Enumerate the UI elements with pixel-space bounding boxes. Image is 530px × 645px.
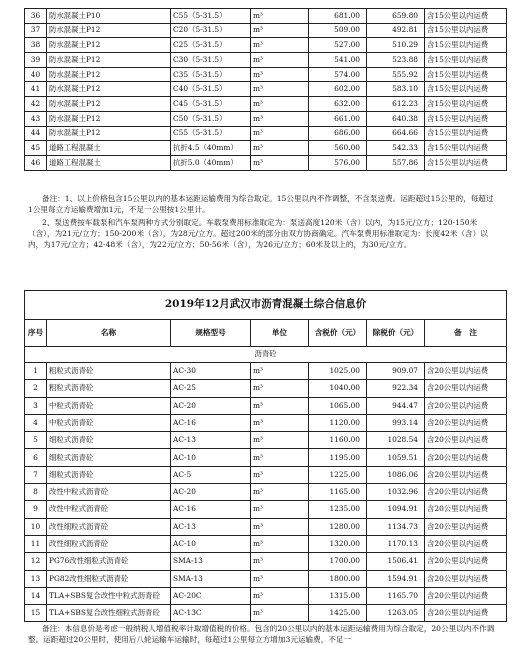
cell-index: 42 [25, 97, 47, 112]
cell-spec: 抗折5.0（40mm） [171, 155, 251, 170]
cell-remark: 含15公里以内运费 [425, 141, 507, 156]
cell-remark: 含15公里以内运费 [425, 67, 507, 82]
cell-name: 细粒式沥青砼 [47, 466, 171, 483]
cell-unit: m³ [251, 397, 309, 414]
cell-tax-included: 661.00 [309, 111, 367, 126]
cell-spec: AC-16 [171, 414, 251, 431]
cell-remark: 含15公里以内运费 [425, 111, 507, 126]
cell-tax-included: 1320.00 [309, 535, 367, 552]
cell-spec: C45（5-31.5） [171, 97, 251, 112]
cell-name: 防水混凝土P12 [47, 97, 171, 112]
cell-spec: C25（5-31.5） [171, 38, 251, 53]
table-row [25, 501, 507, 518]
cell-unit: m³ [251, 9, 309, 24]
cell-tax-excluded: 1094.91 [367, 501, 425, 518]
cell-remark: 含15公里以内运费 [425, 126, 507, 141]
cell-tax-included: 560.00 [309, 141, 367, 156]
cell-index: 3 [25, 397, 47, 414]
note-transport: 备注：1、以上价格包含15公里以内的基本运距运输费用为综合取定。15公里以内不作调整，不含泵送费。运距超过15公里的，每超过1公里每立方运输费增加1元，不足一公里按1公里计。 [28, 194, 494, 215]
cell-unit: m³ [251, 141, 309, 156]
cell-tax-excluded: 1134.73 [367, 518, 425, 535]
cell-unit: m³ [251, 155, 309, 170]
cell-tax-excluded: 1086.06 [367, 466, 425, 483]
cell-name: PG76改性细粒式沥青砼 [47, 553, 171, 570]
cell-remark: 含20公里以内运费 [425, 363, 507, 380]
cell-tax-included: 686.00 [309, 126, 367, 141]
cell-index: 14 [25, 587, 47, 604]
table-row [25, 397, 507, 414]
cell-name: 中粒式沥青砼 [47, 414, 171, 431]
cell-spec: C55（5-31.5） [171, 9, 251, 24]
cell-name: 防水混凝土P12 [47, 38, 171, 53]
cell-tax-excluded: 557.86 [367, 155, 425, 170]
cell-remark: 含20公里以内运费 [425, 380, 507, 397]
cell-remark: 含20公里以内运费 [425, 605, 507, 622]
cell-tax-excluded: 909.07 [367, 363, 425, 380]
cell-unit: m³ [251, 535, 309, 552]
asphalt-price-table-body [25, 363, 507, 622]
cell-remark: 含20公里以内运费 [425, 501, 507, 518]
cell-unit: m³ [251, 518, 309, 535]
table-row [25, 67, 507, 82]
cell-spec: AC-10 [171, 535, 251, 552]
cell-spec: C50（5-31.5） [171, 111, 251, 126]
cell-tax-excluded: 1170.13 [367, 535, 425, 552]
cell-tax-included: 541.00 [309, 53, 367, 68]
cell-spec: C40（5-31.5） [171, 82, 251, 97]
cell-remark: 含15公里以内运费 [425, 97, 507, 112]
cell-index: 37 [25, 23, 47, 38]
table-row [25, 587, 507, 604]
cell-unit: m³ [251, 553, 309, 570]
cell-tax-excluded: 542.33 [367, 141, 425, 156]
cell-unit: m³ [251, 380, 309, 397]
cell-index: 43 [25, 111, 47, 126]
cell-tax-excluded: 1263.05 [367, 605, 425, 622]
cell-tax-excluded: 510.29 [367, 38, 425, 53]
cell-spec: AC-20 [171, 397, 251, 414]
cell-spec: AC-20 [171, 484, 251, 501]
cell-unit: m³ [251, 38, 309, 53]
table-row [25, 484, 507, 501]
cell-tax-included: 1065.00 [309, 397, 367, 414]
cell-spec: SMA-13 [171, 553, 251, 570]
cell-spec: C35（5-31.5） [171, 67, 251, 82]
table-row [25, 23, 507, 38]
cell-remark: 含20公里以内运费 [425, 518, 507, 535]
cell-tax-included: 681.00 [309, 9, 367, 24]
cell-tax-included: 1165.00 [309, 484, 367, 501]
cell-unit: m³ [251, 23, 309, 38]
cell-tax-included: 1700.00 [309, 553, 367, 570]
asphalt-price-table [24, 290, 507, 622]
header-unit: 单位 [251, 320, 309, 347]
cell-spec: AC-25 [171, 380, 251, 397]
cell-unit: m³ [251, 82, 309, 97]
table-row [25, 570, 507, 587]
cell-name: 改性细粒式沥青砼 [47, 535, 171, 552]
cell-remark: 含20公里以内运费 [425, 449, 507, 466]
header-index: 序号 [25, 320, 47, 347]
cell-index: 9 [25, 501, 47, 518]
cell-name: 改性细粒式沥青砼 [47, 518, 171, 535]
table-row [25, 414, 507, 431]
cell-tax-included: 576.00 [309, 155, 367, 170]
table-header-row [25, 320, 507, 347]
cell-spec: AC-30 [171, 363, 251, 380]
table-row [25, 97, 507, 112]
cell-tax-excluded: 1059.51 [367, 449, 425, 466]
cell-unit: m³ [251, 432, 309, 449]
header-name: 名称 [47, 320, 171, 347]
cell-remark: 含15公里以内运费 [425, 53, 507, 68]
cell-name: 粗粒式沥青砼 [47, 363, 171, 380]
cell-tax-included: 574.00 [309, 67, 367, 82]
cell-unit: m³ [251, 587, 309, 604]
cell-name: 道路工程混凝土 [47, 141, 171, 156]
cell-tax-included: 1195.00 [309, 449, 367, 466]
cell-tax-included: 1160.00 [309, 432, 367, 449]
table-row [25, 553, 507, 570]
cell-name: 防水混凝土P12 [47, 82, 171, 97]
table-row [25, 155, 507, 170]
cell-tax-excluded: 1506.41 [367, 553, 425, 570]
cell-tax-included: 1425.00 [309, 605, 367, 622]
cell-name: 改性中粒式沥青砼 [47, 501, 171, 518]
cell-remark: 含15公里以内运费 [425, 9, 507, 24]
cell-index: 12 [25, 553, 47, 570]
cell-unit: m³ [251, 53, 309, 68]
header-spec: 规格型号 [171, 320, 251, 347]
table-row [25, 449, 507, 466]
cell-spec: AC-20C [171, 587, 251, 604]
cell-unit: m³ [251, 126, 309, 141]
cell-index: 15 [25, 605, 47, 622]
table-row [25, 518, 507, 535]
cell-name: TLA+SBS复合改性细粒式沥青砼 [47, 605, 171, 622]
cell-tax-excluded: 1032.96 [367, 484, 425, 501]
table-row [25, 363, 507, 380]
cell-remark: 含20公里以内运费 [425, 587, 507, 604]
table-row [25, 605, 507, 622]
cell-spec: 抗折4.5（40mm） [171, 141, 251, 156]
cell-remark: 含15公里以内运费 [425, 155, 507, 170]
cell-spec: AC-16 [171, 501, 251, 518]
cell-tax-excluded: 922.34 [367, 380, 425, 397]
cell-index: 2 [25, 380, 47, 397]
header-tax-included: 含税价（元） [309, 320, 367, 347]
cell-unit: m³ [251, 414, 309, 431]
cell-name: PG82改性细粒式沥青砼 [47, 570, 171, 587]
table-row [25, 466, 507, 483]
table-row [25, 53, 507, 68]
cell-name: 防水混凝土P12 [47, 126, 171, 141]
cell-tax-included: 1120.00 [309, 414, 367, 431]
header-tax-excluded: 除税价（元） [367, 320, 425, 347]
cell-tax-included: 527.00 [309, 38, 367, 53]
cell-tax-excluded: 1165.70 [367, 587, 425, 604]
cell-tax-excluded: 1594.91 [367, 570, 425, 587]
cell-name: 防水混凝土P12 [47, 67, 171, 82]
cell-unit: m³ [251, 501, 309, 518]
cell-remark: 含20公里以内运费 [425, 414, 507, 431]
cell-remark: 含20公里以内运费 [425, 432, 507, 449]
cell-index: 13 [25, 570, 47, 587]
table-row [25, 111, 507, 126]
cell-unit: m³ [251, 67, 309, 82]
cell-unit: m³ [251, 111, 309, 126]
cell-index: 4 [25, 414, 47, 431]
table-row [25, 432, 507, 449]
cell-tax-included: 602.00 [309, 82, 367, 97]
cell-unit: m³ [251, 605, 309, 622]
cell-tax-included: 1040.00 [309, 380, 367, 397]
note-asphalt: 备注：本信息价是考虑一般纳税人增值税率计取增值税的价格。包含的20公里以内的基本运距运输费用为综合取定，20公里以内不作调整。运距超过20公里时，使用后八轮运输车运输时，每超过1公里每立方增加3元运输费，不足一 [28, 624, 495, 644]
cell-spec: C55（5-31.5） [171, 126, 251, 141]
cell-unit: m³ [251, 449, 309, 466]
cell-remark: 含15公里以内运费 [425, 38, 507, 53]
cell-remark: 含20公里以内运费 [425, 484, 507, 501]
cell-tax-excluded: 944.47 [367, 397, 425, 414]
cell-unit: m³ [251, 570, 309, 587]
cell-unit: m³ [251, 363, 309, 380]
cell-tax-excluded: 659.80 [367, 9, 425, 24]
table-row [25, 9, 507, 24]
cell-index: 44 [25, 126, 47, 141]
cell-spec: AC-13 [171, 432, 251, 449]
cell-remark: 含20公里以内运费 [425, 466, 507, 483]
cell-name: 改性中粒式沥青砼 [47, 484, 171, 501]
cell-remark: 含20公里以内运费 [425, 553, 507, 570]
cell-unit: m³ [251, 484, 309, 501]
cell-index: 6 [25, 449, 47, 466]
cell-index: 38 [25, 38, 47, 53]
cell-tax-excluded: 612.23 [367, 97, 425, 112]
cell-tax-excluded: 523.88 [367, 53, 425, 68]
cell-tax-included: 1280.00 [309, 518, 367, 535]
cell-name: 防水混凝土P12 [47, 23, 171, 38]
note-pumping: 2、泵送费按车载泵和汽车泵两种方式分别取定。车载泵费用标准取定为：泵送高度120米（含）以内，为15元/立方；120-150米（含），为21元/立方；150-200米（含），为28元/立方。超过200米的部分由双方协商确定。汽车泵费用标准取定为：长度42米（含）以内，为17元/立方；42-48米（含），为22元/立方；50-56米（含），为26元/立方；60米及以上的，为30元/立方。 [28, 218, 488, 250]
cell-index: 11 [25, 535, 47, 552]
header-remark: 备 注 [425, 320, 507, 347]
cell-index: 1 [25, 363, 47, 380]
cell-index: 41 [25, 82, 47, 97]
cell-remark: 含20公里以内运费 [425, 535, 507, 552]
cell-unit: m³ [251, 97, 309, 112]
table-row [25, 38, 507, 53]
cell-index: 40 [25, 67, 47, 82]
cell-tax-included: 632.00 [309, 97, 367, 112]
cell-name: 道路工程混凝土 [47, 155, 171, 170]
cell-tax-included: 509.00 [309, 23, 367, 38]
cell-tax-excluded: 555.92 [367, 67, 425, 82]
cell-tax-included: 1025.00 [309, 363, 367, 380]
cell-index: 45 [25, 141, 47, 156]
cell-name: TLA+SBS复合改性中粒式沥青砼 [47, 587, 171, 604]
cell-name: 防水混凝土P10 [47, 9, 171, 24]
cell-remark: 含15公里以内运费 [425, 82, 507, 97]
cell-tax-excluded: 492.81 [367, 23, 425, 38]
cell-name: 中粒式沥青砼 [47, 397, 171, 414]
cell-tax-excluded: 640.38 [367, 111, 425, 126]
table-row [25, 380, 507, 397]
cell-spec: SMA-13 [171, 570, 251, 587]
cell-index: 36 [25, 9, 47, 24]
cell-tax-included: 1315.00 [309, 587, 367, 604]
cell-tax-included: 1800.00 [309, 570, 367, 587]
cell-tax-excluded: 1028.54 [367, 432, 425, 449]
cell-index: 39 [25, 53, 47, 68]
concrete-price-table [24, 8, 507, 171]
table-row [25, 126, 507, 141]
table-row [25, 141, 507, 156]
cell-name: 细粒式沥青砼 [47, 449, 171, 466]
category-label: 沥青砼 [25, 347, 507, 363]
cell-name: 粗粒式沥青砼 [47, 380, 171, 397]
cell-tax-excluded: 664.66 [367, 126, 425, 141]
table-row [25, 82, 507, 97]
cell-remark: 含20公里以内运费 [425, 397, 507, 414]
cell-name: 细粒式沥青砼 [47, 432, 171, 449]
cell-remark: 含20公里以内运费 [425, 570, 507, 587]
table-title: 2019年12月武汉市沥青混凝土综合信息价 [25, 291, 507, 320]
cell-name: 防水混凝土P12 [47, 111, 171, 126]
cell-tax-included: 1225.00 [309, 466, 367, 483]
cell-tax-excluded: 993.14 [367, 414, 425, 431]
cell-index: 46 [25, 155, 47, 170]
cell-unit: m³ [251, 466, 309, 483]
cell-spec: C30（5-31.5） [171, 53, 251, 68]
cell-index: 8 [25, 484, 47, 501]
cell-index: 5 [25, 432, 47, 449]
concrete-price-table-body [25, 9, 507, 171]
cell-spec: AC-13 [171, 518, 251, 535]
cell-index: 7 [25, 466, 47, 483]
cell-spec: AC-5 [171, 466, 251, 483]
cell-spec: AC-13C [171, 605, 251, 622]
cell-name: 防水混凝土P12 [47, 53, 171, 68]
cell-spec: C20（5-31.5） [171, 23, 251, 38]
cell-spec: AC-10 [171, 449, 251, 466]
cell-tax-included: 1235.00 [309, 501, 367, 518]
cell-remark: 含15公里以内运费 [425, 23, 507, 38]
cell-tax-excluded: 583.10 [367, 82, 425, 97]
cell-index: 10 [25, 518, 47, 535]
table-row [25, 535, 507, 552]
